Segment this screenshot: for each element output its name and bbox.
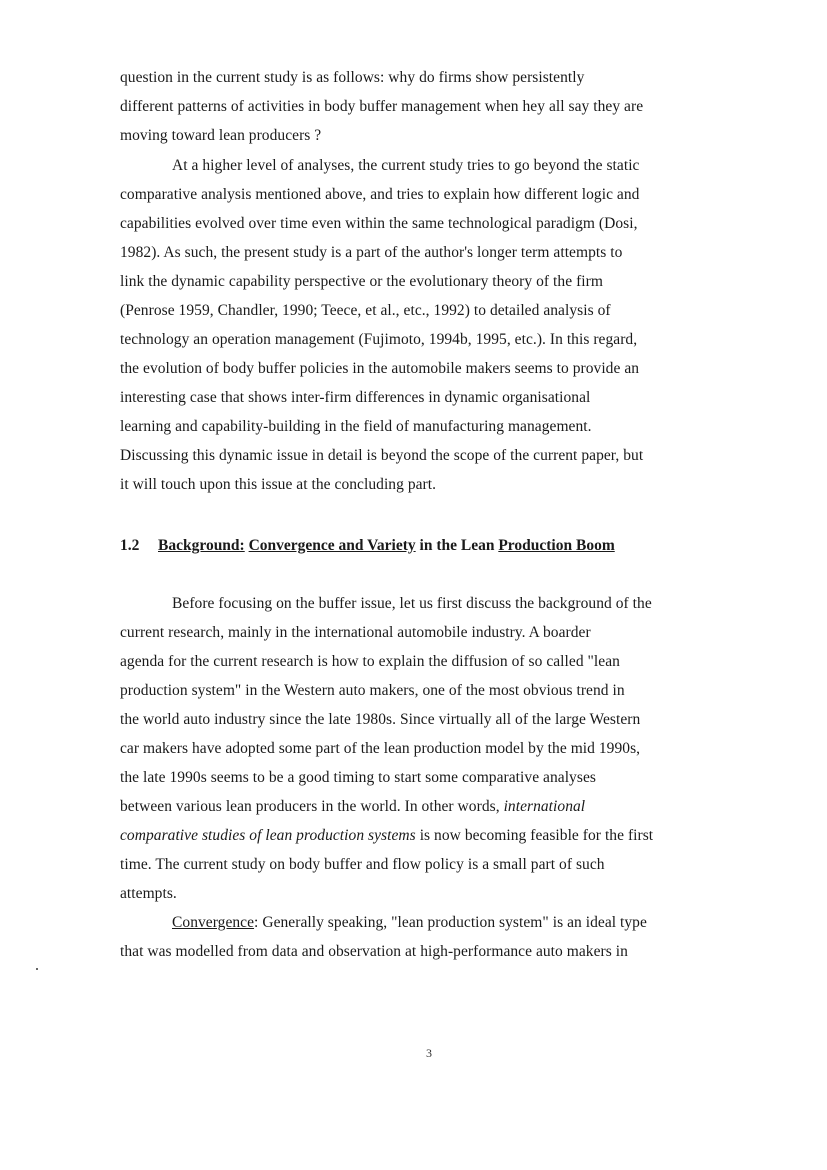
text-line: capabilities evolved over time even within the same technological paradigm (Dosi,: [120, 215, 638, 232]
text-line: production system" in the Western auto makers, one of the most obvious trend in: [120, 682, 625, 699]
text-line: the late 1990s seems to be a good timing to start some comparative analyses: [120, 769, 596, 786]
text-line: agenda for the current research is how to explain the diffusion of so called "lean: [120, 653, 620, 670]
text-line: the world auto industry since the late 1980s. Since virtually all of the large Western: [120, 711, 641, 728]
text-line: Before focusing on the buffer issue, let us first discuss the background of the: [172, 595, 652, 612]
text-line: 1982). As such, the present study is a part of the author's longer term attempts to: [120, 244, 623, 261]
text-line: link the dynamic capability perspective or the evolutionary theory of the firm: [120, 273, 603, 290]
italic-text: comparative studies of lean production systems: [120, 827, 416, 844]
text-line: the evolution of body buffer policies in the automobile makers seems to provide an: [120, 360, 640, 377]
text-line: [120, 797, 585, 817]
text-line: car makers have adopted some part of the lean production model by the mid 1990s,: [120, 740, 641, 757]
text-line: it will touch upon this issue at the concluding part.: [120, 476, 437, 493]
text-span: : Generally speaking, "lean production system" is an ideal type: [254, 914, 647, 931]
text-line: (Penrose 1959, Chandler, 1990; Teece, et al., etc., 1992) to detailed analysis of: [120, 302, 611, 319]
section-heading: [120, 535, 615, 557]
text-line: At a higher level of analyses, the current study tries to go beyond the static: [172, 157, 640, 174]
text-line: moving toward lean producers ?: [120, 127, 322, 144]
margin-speck: [36, 968, 38, 970]
text-span: between various lean producers in the world. In other words,: [120, 798, 504, 815]
text-line: [120, 826, 653, 846]
text-line: current research, mainly in the international automobile industry. A boarder: [120, 624, 591, 641]
text-line: learning and capability-building in the field of manufacturing management.: [120, 418, 592, 435]
text-line: comparative analysis mentioned above, and tries to explain how different logic and: [120, 186, 640, 203]
convergence-label: Convergence: [172, 914, 255, 931]
heading-underlined-part: Background:: [158, 537, 245, 554]
text-line: time. The current study on body buffer and flow policy is a small part of such: [120, 856, 605, 873]
text-line: attempts.: [120, 885, 177, 902]
text-span: is now becoming feasible for the first: [415, 827, 654, 844]
page-number: 3: [426, 1046, 432, 1060]
text-line: that was modelled from data and observation at high-performance auto makers in: [120, 943, 628, 960]
heading-plain-part: in the Lean: [415, 537, 499, 554]
text-line: different patterns of activities in body buffer management when hey all say they are: [120, 98, 644, 115]
heading-underlined-part: Convergence and Variety: [248, 537, 416, 554]
text-line: technology an operation management (Fujimoto, 1994b, 1995, etc.). In this regard,: [120, 331, 638, 348]
heading-underlined-part: Production Boom: [498, 537, 615, 554]
section-number: 1.2: [120, 537, 140, 554]
text-line: Discussing this dynamic issue in detail is beyond the scope of the current paper, but: [120, 447, 644, 464]
text-line: interesting case that shows inter-firm differences in dynamic organisational: [120, 389, 591, 406]
text-line: question in the current study is as follows: why do firms show persistently: [120, 69, 585, 86]
italic-text: international: [503, 798, 586, 815]
text-line: [172, 913, 647, 933]
